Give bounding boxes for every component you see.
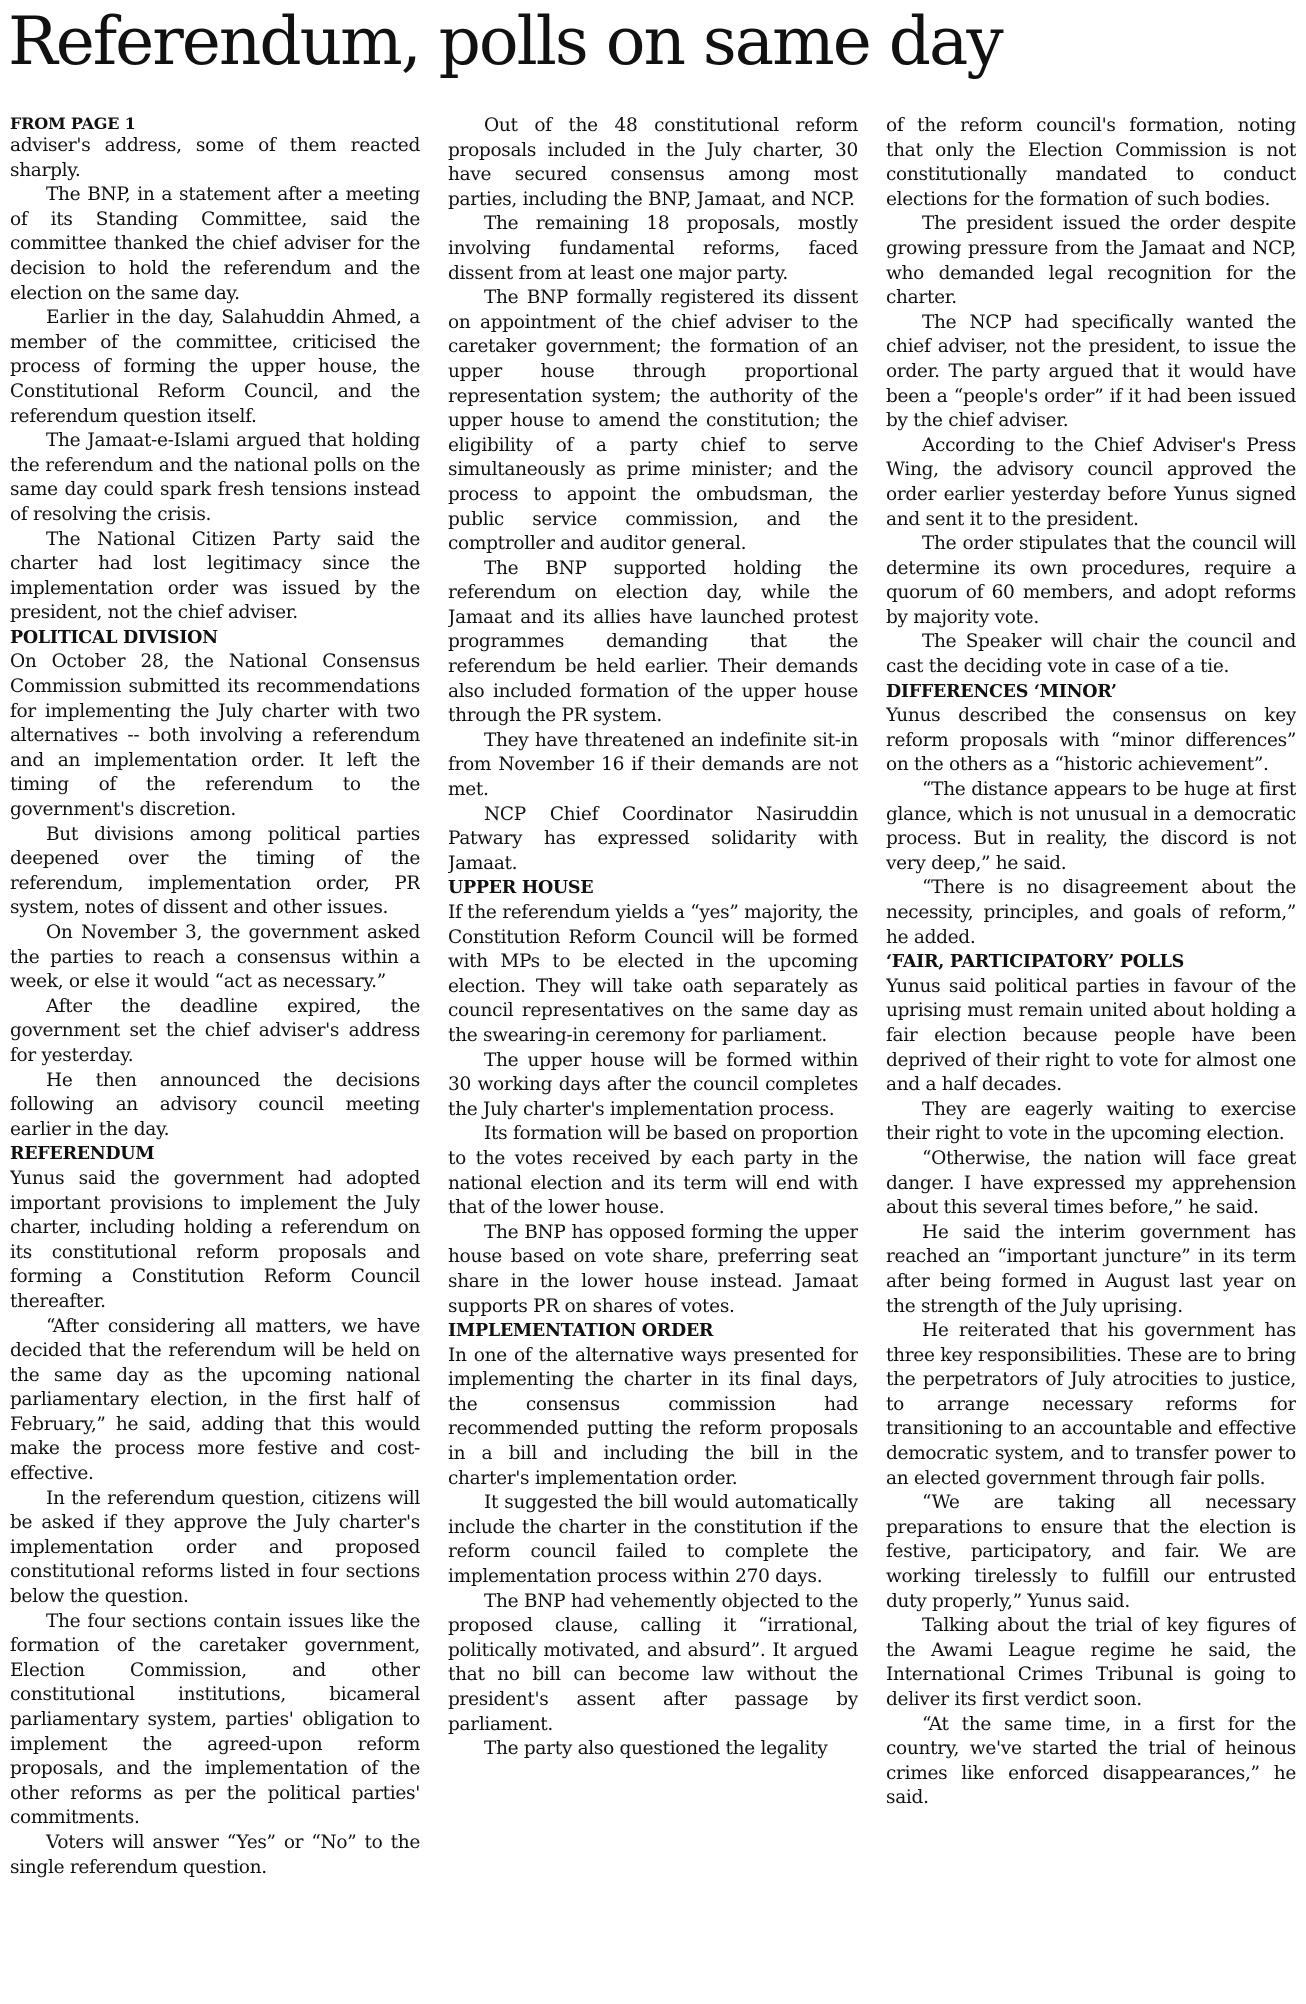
paragraph: He then announced the decisions following an advisory council meeting earlier in the day. — [10, 1069, 420, 1140]
paragraph: On November 3, the government asked the parties to reach a consensus within a week, or else it would “act as necessary.” — [10, 922, 420, 993]
paragraph: The Jamaat-e-Islami argued that holding the referendum and the national polls on the same day could spark fresh tensions instead of resolving the crisis. — [10, 430, 420, 525]
paragraph: They are eagerly waiting to exercise their right to vote in the upcoming election. — [886, 1098, 1296, 1145]
paragraph: NCP Chief Coordinator Nasiruddin Patwary has expressed solidarity with Jamaat. — [448, 803, 858, 874]
column-1 — [10, 114, 420, 1998]
column-3-text — [886, 114, 1296, 1811]
paragraph: Yunus said the government had adopted important provisions to implement the July charter, including holding a referendum on its constitutional reform proposals and forming a Constitution Reform Council thereafter. — [10, 1167, 420, 1312]
paragraph: “After considering all matters, we have decided that the referendum will be held on the same day as the upcoming national parliamentary election, in the first half of February,” he said, adding that this would make the process more festive and cost-effective. — [10, 1315, 420, 1485]
paragraph: The BNP had vehemently objected to the proposed clause, calling it “irrational, politically motivated, and absurd”. It argued that no bill can become law without the president's assent after passage by parliament. — [448, 1590, 858, 1735]
paragraph: The BNP supported holding the referendum on election day, while the Jamaat and its allies have launched protest programmes demanding that the referendum be held earlier. Their demands also included formation of the upper house through the PR system. — [448, 557, 858, 727]
article-body — [10, 114, 1296, 1998]
paragraph: The BNP formally registered its dissent on appointment of the chief adviser to the caretaker government; the formation of an upper house through proportional representation system; the authority of the upper house to amend the constitution; the eligibility of a party chief to serve simultaneously as prime minister; and the process to appoint the ombudsman, the public service commission, and the comptroller and auditor general. — [448, 287, 858, 555]
column-3 — [886, 114, 1296, 1998]
column-2-text — [448, 114, 858, 1762]
paragraph: But divisions among political parties deepened over the timing of the referendum, implementation order, PR system, notes of dissent and other issues. — [10, 823, 420, 919]
paragraph: The NCP had specifically wanted the chief adviser, not the president, to issue the order. The party argued that it would have been a “people's order” if it had been issued by the chief adviser. — [886, 311, 1296, 432]
paragraph: Yunus said political parties in favour of the uprising must remain united about holding a fair election because people have been deprived of their right to vote for almost one and a half decades. — [886, 975, 1296, 1096]
headline: Referendum, polls on same day — [8, 3, 1002, 80]
paragraph: Talking about the trial of key figures of the Awami League regime he said, the International Crimes Tribunal is going to deliver its first verdict soon. — [886, 1615, 1296, 1710]
paragraph: They have threatened an indefinite sit-in from November 16 if their demands are not met. — [448, 729, 858, 801]
paragraph: If the referendum yields a “yes” majority, the Constitution Reform Council will be formed with MPs to be elected in the upcoming election. They will take oath separately as council representatives on the same day as the swearing-in ceremony for parliament. — [448, 902, 858, 1046]
paragraph: He said the interim government has reached an “important juncture” in its term after being formed in August last year on the strength of the July uprising. — [886, 1221, 1296, 1317]
paragraph: “At the same time, in a first for the country, we've started the trial of heinous crimes like enforced disappearances,” he said. — [886, 1713, 1296, 1809]
paragraph: Earlier in the day, Salahuddin Ahmed, a member of the committee, criticised the process of forming the upper house, the Constitutional Reform Council, and the referendum question itself. — [10, 307, 420, 427]
paragraph: adviser's address, some of them reacted sharply. — [10, 135, 420, 181]
paragraph: The four sections contain issues like the formation of the caretaker government, Election Commission, and other constitutional institutions, bicameral parliamentary system, parties' obligation to implement the agreed-upon reform proposals, and the implementation of the other reforms as per the political parties' commitments. — [10, 1610, 420, 1829]
section-heading: DIFFERENCES ‘MINOR’ — [886, 681, 1117, 702]
paragraph: Yunus described the consensus on key reform proposals with “minor differences” on the others as a “historic achievement”. — [886, 705, 1296, 776]
paragraph: The BNP has opposed forming the upper house based on vote share, preferring seat share in the lower house instead. Jamaat supports PR on shares of votes. — [448, 1221, 858, 1317]
section-heading: POLITICAL DIVISION — [10, 627, 218, 648]
section-heading: ‘FAIR, PARTICIPATORY’ POLLS — [886, 952, 1185, 973]
paragraph: “There is no disagreement about the necessity, principles, and goals of reform,” he added. — [886, 877, 1296, 948]
paragraph: After the deadline expired, the government set the chief adviser's address for yesterday. — [10, 995, 420, 1066]
paragraph: According to the Chief Adviser's Press Wing, the advisory council approved the order earlier yesterday before Yunus signed and sent it to the president. — [886, 434, 1296, 530]
column-1-text — [10, 134, 420, 1880]
paragraph: Voters will answer “Yes” or “No” to the single referendum question. — [10, 1831, 420, 1878]
paragraph: The party also questioned the legality — [484, 1738, 828, 1760]
paragraph: In one of the alternative ways presented for implementing the charter in its final days, the consensus commission had recommended putting the reform proposals in a bill and including the bill in the charter's implementation order. — [448, 1344, 858, 1489]
paragraph: Out of the 48 constitutional reform proposals included in the July charter, 30 have secured consensus among most parties, including the BNP, Jamaat, and NCP. — [448, 115, 858, 210]
section-heading: UPPER HOUSE — [448, 878, 594, 899]
paragraph: “Otherwise, the nation will face great danger. I have expressed my apprehension about this several times before,” he said. — [886, 1147, 1296, 1219]
paragraph: He reiterated that his government has three key responsibilities. These are to bring the perpetrators of July atrocities to justice, to arrange necessary reforms for transitioning to an accountable and effective democratic system, and to transfer power to an elected government through fair polls. — [886, 1320, 1296, 1489]
paragraph: It suggested the bill would automatically include the charter in the constitution if the reform council failed to complete the implementation process within 270 days. — [448, 1492, 858, 1588]
paragraph: of the reform council's formation, noting that only the Election Commission is not constitutionally mandated to conduct elections for the formation of such bodies. — [886, 115, 1296, 210]
section-heading: IMPLEMENTATION ORDER — [448, 1321, 714, 1342]
column-2 — [448, 114, 858, 1998]
paragraph: The Speaker will chair the council and cast the deciding vote in case of a tie. — [886, 631, 1296, 678]
paragraph: The remaining 18 proposals, mostly involving fundamental reforms, faced dissent from at least one major party. — [448, 213, 858, 284]
paragraph: The order stipulates that the council will determine its own procedures, require a quorum of 60 members, and adopt reforms by majority vote. — [886, 533, 1296, 628]
section-heading: REFERENDUM — [10, 1144, 155, 1165]
paragraph: In the referendum question, citizens will be asked if they approve the July charter's implementation order and proposed constitutional reforms listed in four sections below the question. — [10, 1487, 420, 1608]
paragraph: Its formation will be based on proportion to the votes received by each party in the national election and its term will end with that of the lower house. — [448, 1123, 858, 1219]
paragraph: “The distance appears to be huge at first glance, which is not unusual in a democratic process. But in reality, the discord is not very deep,” he said. — [886, 779, 1296, 874]
paragraph: The BNP, in a statement after a meeting of its Standing Committee, said the committee thanked the chief adviser for the decision to hold the referendum and the election on the same day. — [10, 184, 420, 304]
paragraph: The president issued the order despite growing pressure from the Jamaat and NCP, who demanded legal recognition for the charter. — [886, 213, 1296, 309]
paragraph: The National Citizen Party said the charter had lost legitimacy since the implementation order was issued by the president, not the chief adviser. — [10, 528, 420, 624]
paragraph: On October 28, the National Consensus Commission submitted its recommendations for implementing the July charter with two alternatives -- both involving a referendum and an implementation order. It left the timing of the referendum to the government's discretion. — [10, 651, 420, 821]
paragraph: The upper house will be formed within 30 working days after the council completes the July charter's implementation process. — [448, 1049, 858, 1120]
from-page-label: FROM PAGE 1 — [10, 114, 136, 133]
paragraph: “We are taking all necessary preparations to ensure that the election is festive, participatory, and fair. We are working tirelessly to fulfill our entrusted duty properly,” Yunus said. — [886, 1492, 1296, 1612]
